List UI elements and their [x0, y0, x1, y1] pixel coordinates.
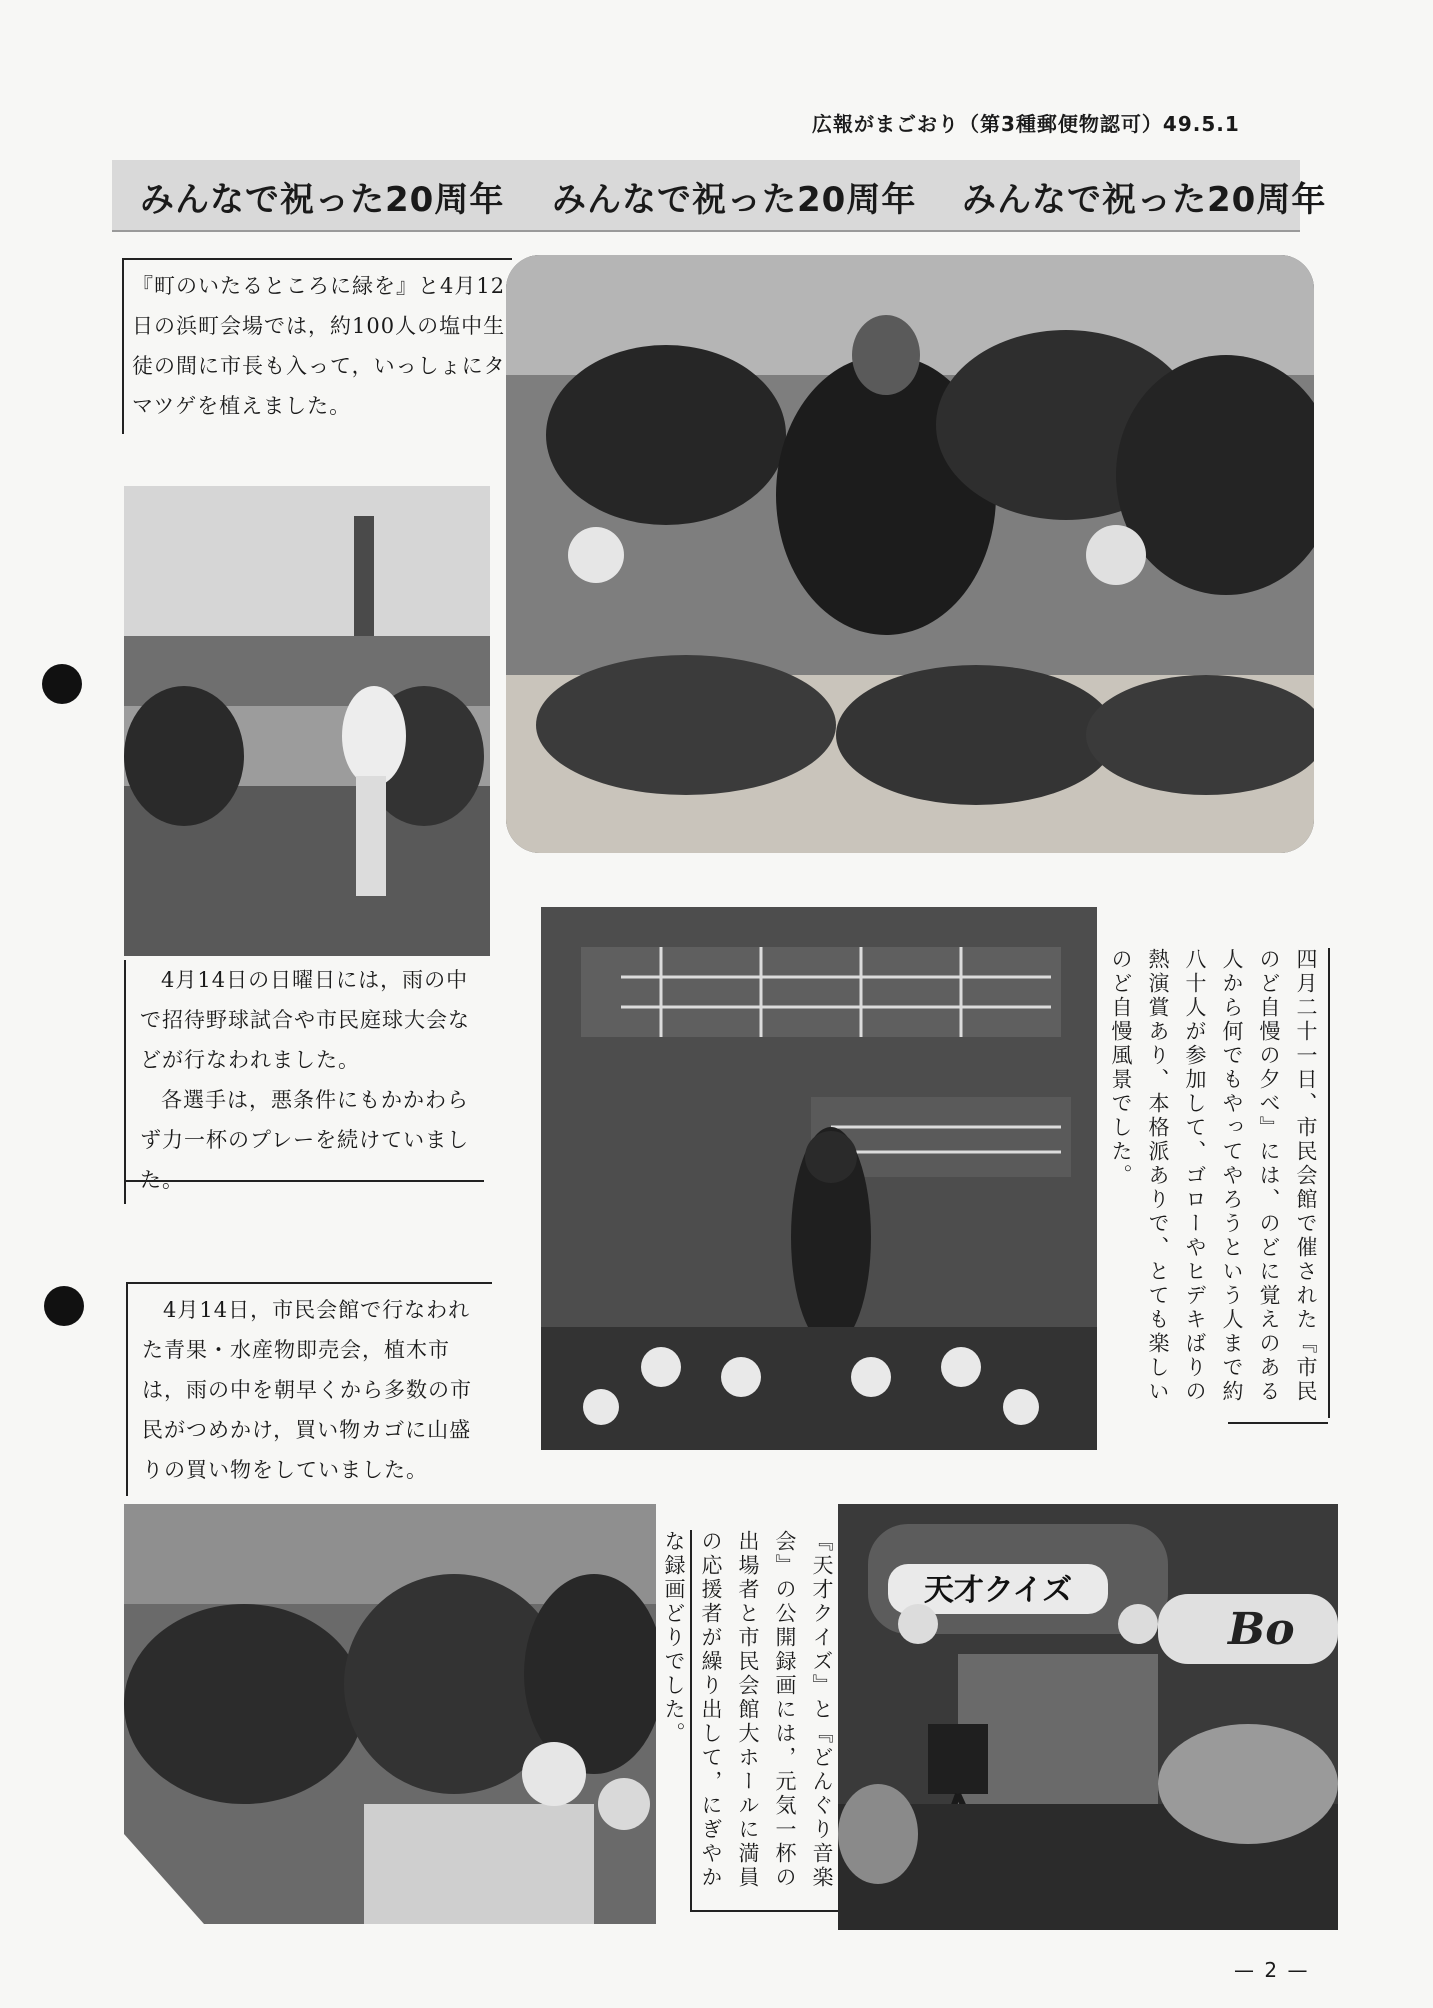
caption-sports-text-2: 各選手は，悪条件にもかかわらず力一杯のプレーを続けていました。	[140, 1088, 470, 1192]
caption-planting	[122, 258, 512, 434]
caption-market-text: 4月14日，市民会館で行なわれた青果・水産物即売会，植木市は，雨の中を朝早くから多数の市民がつめかけ，買い物カゴに山盛りの買い物をしていました。	[142, 1298, 472, 1482]
banner-title-1: みんなで祝った20周年	[140, 180, 505, 220]
caption-sports-bottom-rule	[124, 1180, 484, 1182]
quiz-bo-text: Bo	[1228, 1604, 1295, 1655]
quiz-sign-text: 天才クイズ	[923, 1573, 1073, 1608]
photo-tennis-match	[124, 486, 490, 956]
photo-tree-planting	[506, 255, 1314, 853]
caption-market	[126, 1282, 492, 1496]
caption-sports-text-1: 4月14日の日曜日には，雨の中で招待野球試合や市民庭球大会などが行なわれました。	[140, 968, 470, 1072]
page-number: — 2 —	[1234, 1958, 1310, 1982]
photo-singing-contest	[541, 907, 1097, 1450]
caption-singing-text: 四月二十一日、市民会館で催された『市民のど自慢の夕べ』には、のどに覚えのある人から何でもやってやろうという人まで約八十人が参加して、ゴローやヒデキばりの熱演賞あり、本格派ありで、とても楽しいのど自慢風景でした。	[1109, 948, 1318, 1404]
photo-quiz-show	[838, 1504, 1338, 1930]
punch-hole-top	[42, 664, 82, 704]
caption-sports	[124, 960, 480, 1204]
caption-planting-text: 『町のいたるところに緑を』と4月12日の浜町会場では，約100人の塩中生徒の間に市長も入って，いっしょにタマツゲを植えました。	[132, 274, 506, 418]
caption-singing	[1100, 948, 1330, 1418]
banner-title-3: みんなで祝った20周年	[962, 180, 1327, 220]
caption-singing-bottom-rule	[1228, 1422, 1328, 1424]
caption-quiz	[662, 1530, 840, 1912]
banner-title-2: みんなで祝った20周年	[552, 180, 917, 220]
punch-hole-bottom	[44, 1286, 84, 1326]
photo-produce-market	[124, 1504, 656, 1924]
caption-quiz-text: 『天才クイズ』と『どんぐり音楽会』の公開録画には，元気一杯の出場者と市民会館大ホールに満員の応援者が繰り出して，にぎやかな録画どりでした。	[662, 1530, 834, 1890]
title-banner	[112, 160, 1327, 232]
publication-header: 広報がまごおり（第3種郵便物認可）49.5.1	[812, 112, 1240, 136]
